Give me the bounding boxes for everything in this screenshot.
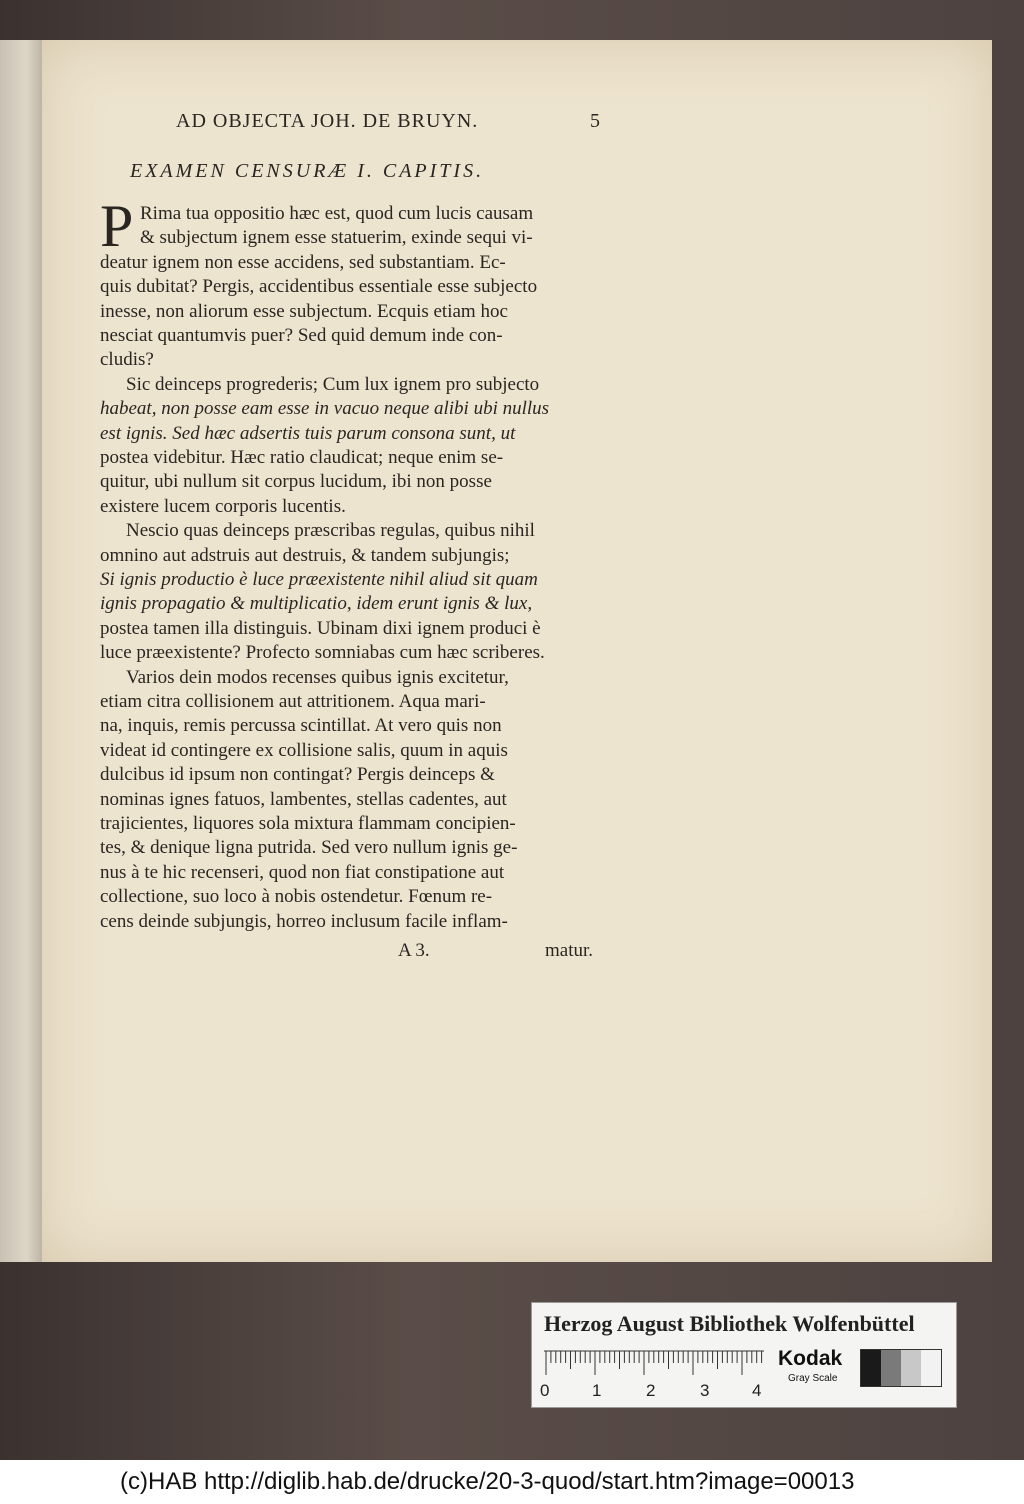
page-number: 5 bbox=[590, 110, 600, 132]
ruler-number-1: 1 bbox=[592, 1381, 602, 1400]
ruler-number-2: 2 bbox=[646, 1381, 656, 1400]
text-line: quitur, ubi nullum sit corpus lucidum, ibi non posse bbox=[100, 471, 492, 493]
text-line: collectione, suo loco à nobis ostendetur. Fœnum re- bbox=[100, 886, 493, 908]
text-line: Nescio quas deinceps præscribas regulas, quibus nihil bbox=[126, 520, 535, 542]
text-line: dulcibus id ipsum non contingat? Pergis deinceps & bbox=[100, 764, 495, 786]
gray-swatches bbox=[860, 1349, 942, 1387]
kodak-logo: Kodak bbox=[778, 1347, 843, 1370]
footer-url: (c)HAB http://diglib.hab.de/drucke/20-3-quod/start.htm?image=00013 bbox=[120, 1468, 855, 1495]
text-line: nus à te hic recenseri, quod non fiat constipatione aut bbox=[100, 861, 505, 883]
text-line: cens deinde subjungis, horreo inclusum facile inflam- bbox=[100, 910, 508, 932]
signature-mark: A 3. bbox=[398, 940, 430, 961]
text-line: tes, & denique ligna putrida. Sed vero nullum ignis ge- bbox=[100, 837, 518, 859]
section-heading: EXAMEN CENSURÆ I. CAPITIS. bbox=[130, 160, 485, 182]
gray-swatch bbox=[861, 1350, 881, 1386]
running-head: AD OBJECTA JOH. DE BRUYN. bbox=[176, 110, 479, 132]
text-line: existere lucem corporis lucentis. bbox=[100, 495, 346, 517]
library-name: Herzog August Bibliothek Wolfenbüttel bbox=[544, 1311, 915, 1336]
text-line: ignis propagatio & multiplicatio, idem erunt ignis & lux, bbox=[100, 593, 533, 615]
text-line: cludis? bbox=[100, 349, 154, 371]
text-line: deatur ignem non esse accidens, sed substantiam. Ec- bbox=[100, 251, 506, 273]
text-line: est ignis. Sed hæc adsertis tuis parum consona sunt, ut bbox=[100, 422, 516, 444]
gray-swatch bbox=[901, 1350, 921, 1386]
text-line: na, inquis, remis percussa scintillat. At vero quis non bbox=[100, 715, 502, 737]
text-line: inesse, non aliorum esse subjectum. Ecquis etiam hoc bbox=[100, 300, 508, 322]
ruler-number-3: 3 bbox=[700, 1381, 710, 1400]
gray-swatch bbox=[881, 1350, 901, 1386]
text-line: etiam citra collisionem aut attritionem. Aqua mari- bbox=[100, 691, 486, 712]
ruler-number-0: 0 bbox=[540, 1381, 550, 1400]
left-page-edge bbox=[0, 40, 44, 1262]
ruler-scale bbox=[544, 1349, 764, 1377]
text-line: nesciat quantumvis puer? Sed quid demum inde con- bbox=[100, 325, 503, 346]
gray-scale-label: Gray Scale bbox=[788, 1373, 838, 1384]
ruler-number-4: 4 bbox=[752, 1381, 762, 1400]
text-line: postea videbitur. Hæc ratio claudicat; neque enim se- bbox=[100, 447, 504, 468]
footer-bar bbox=[0, 1460, 1024, 1504]
text-line: habeat, non posse eam esse in vacuo neque alibi ubi nullus bbox=[100, 398, 550, 420]
text-line: videat id contingere ex collisione salis, quum in aquis bbox=[100, 739, 508, 761]
text-line: Sic deinceps progrederis; Cum lux ignem pro subjecto bbox=[126, 373, 540, 395]
catchword: matur. bbox=[545, 940, 594, 961]
text-line: Si ignis productio è luce præexistente nihil aliud sit quam bbox=[100, 569, 538, 590]
text-line: postea tamen illa distinguis. Ubinam dixi ignem produci è bbox=[100, 617, 541, 639]
text-line: luce præexistente? Profecto somniabas cum hæc scriberes. bbox=[100, 642, 545, 664]
text-line: omnino aut adstruis aut destruis, & tandem subjungis; bbox=[100, 544, 510, 566]
text-line: quis dubitat? Pergis, accidentibus essentiale esse subjecto bbox=[100, 276, 538, 298]
text-line: Rima tua oppositio hæc est, quod cum lucis causam bbox=[140, 203, 534, 224]
text-line: & subjectum ignem esse statuerim, exinde sequi vi- bbox=[140, 227, 533, 249]
library-color-card bbox=[531, 1302, 957, 1408]
gray-swatch bbox=[921, 1350, 941, 1386]
drop-cap: P bbox=[100, 193, 134, 259]
text-line: Varios dein modos recenses quibus ignis excitetur, bbox=[126, 666, 509, 688]
text-line: nominas ignes fatuos, lambentes, stellas cadentes, aut bbox=[100, 788, 507, 810]
text-line: trajicientes, liquores sola mixtura flammam concipien- bbox=[100, 813, 516, 834]
